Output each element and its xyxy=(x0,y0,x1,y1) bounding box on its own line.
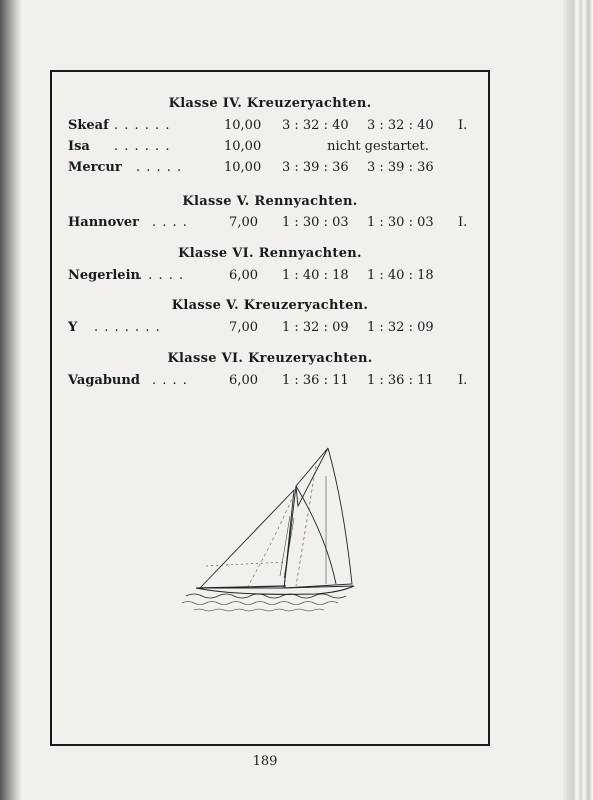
corrected-time: 3 : 32 : 40 xyxy=(367,118,434,133)
sail-area: 6,00 xyxy=(229,373,258,388)
elapsed-time: 1 : 40 : 18 xyxy=(282,268,349,283)
result-row xyxy=(68,268,488,286)
leader-dots: . . . . . . xyxy=(114,118,171,133)
yacht-name: Skeaf xyxy=(68,118,109,133)
leader-dots: . . . . . . xyxy=(114,139,171,154)
sail-area: 7,00 xyxy=(229,320,258,335)
result-row xyxy=(68,215,488,233)
section-heading: Klasse V. Rennyachten. xyxy=(182,194,358,209)
yacht-name: Y xyxy=(68,320,78,335)
elapsed-time: 1 : 36 : 11 xyxy=(282,373,349,388)
sail-area: 10,00 xyxy=(224,160,262,175)
yacht-name: Negerlein xyxy=(68,268,140,283)
book-page-edges xyxy=(563,0,593,800)
sail-area: 10,00 xyxy=(224,118,262,133)
yacht-name: Vagabund xyxy=(68,373,140,388)
section-heading: Klasse IV. Kreuzeryachten. xyxy=(168,96,372,111)
elapsed-time: 1 : 32 : 09 xyxy=(282,320,349,335)
leader-dots: . . . . xyxy=(152,373,188,388)
result-row xyxy=(68,118,488,136)
sail-area: 6,00 xyxy=(229,268,258,283)
prize: I. xyxy=(458,373,468,388)
section-heading: Klasse VI. Rennyachten. xyxy=(178,246,362,261)
sailing-yacht-illustration xyxy=(176,446,366,616)
corrected-time: 1 : 40 : 18 xyxy=(367,268,434,283)
elapsed-time: 3 : 32 : 40 xyxy=(282,118,349,133)
status-note: nicht gestartet. xyxy=(327,139,429,154)
corrected-time: 1 : 30 : 03 xyxy=(367,215,434,230)
leader-dots: . . . . . xyxy=(138,268,185,283)
section-heading: Klasse VI. Kreuzeryachten. xyxy=(167,351,373,366)
yacht-name: Hannover xyxy=(68,215,139,230)
elapsed-time: 3 : 39 : 36 xyxy=(282,160,349,175)
result-row xyxy=(68,320,488,338)
prize: I. xyxy=(458,118,468,133)
page-number: 189 xyxy=(252,754,278,769)
result-row xyxy=(68,373,488,391)
sail-area: 10,00 xyxy=(224,139,262,154)
result-row xyxy=(68,160,488,178)
elapsed-time: 1 : 30 : 03 xyxy=(282,215,349,230)
corrected-time: 1 : 36 : 11 xyxy=(367,373,434,388)
sail-area: 7,00 xyxy=(229,215,258,230)
corrected-time: 3 : 39 : 36 xyxy=(367,160,434,175)
yacht-name: Mercur xyxy=(68,160,122,175)
section-heading: Klasse V. Kreuzeryachten. xyxy=(171,298,369,313)
leader-dots: . . . . xyxy=(152,215,188,230)
book-gutter-shadow xyxy=(0,0,22,800)
leader-dots: . . . . . xyxy=(136,160,183,175)
corrected-time: 1 : 32 : 09 xyxy=(367,320,434,335)
prize: I. xyxy=(458,215,468,230)
leader-dots: . . . . . . . xyxy=(94,320,161,335)
result-row xyxy=(68,139,488,157)
yacht-name: Isa xyxy=(68,139,90,154)
